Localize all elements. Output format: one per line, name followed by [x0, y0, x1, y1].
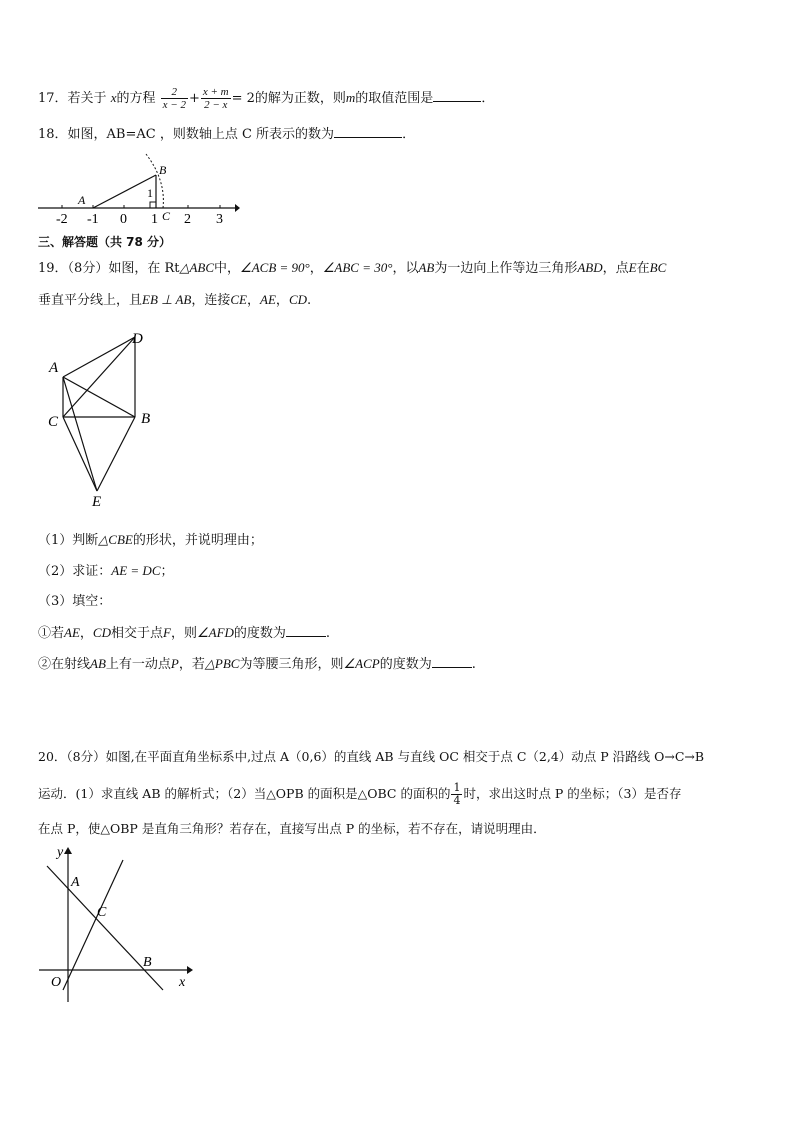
point-label-b: B: [141, 411, 151, 427]
number-line-figure: [30, 150, 250, 230]
question-19-line-2: 垂直平分线上，且EB ⊥ AB，连接CE，AE，CD.: [38, 292, 312, 308]
question-19-sub-3: （3）填空：: [38, 594, 112, 609]
point-label-a: A: [78, 193, 86, 207]
question-18: 18．如图，AB=AC ，则数轴上点 C 所表示的数为 ．: [38, 127, 416, 142]
tick-label: -1: [87, 212, 99, 227]
point-label-a: A: [49, 360, 59, 376]
text: 若关于: [67, 91, 107, 106]
axis-label-y: y: [57, 845, 64, 860]
answer-blank[interactable]: [432, 655, 472, 668]
point-label-e: E: [92, 494, 102, 510]
point-label-a: A: [71, 875, 80, 890]
variable-m: m: [345, 90, 356, 105]
line-ab: [47, 866, 163, 990]
section-title: 三、解答题（共 78 分）: [38, 235, 172, 249]
question-19-sub-3a: ①若AE，CD相交于点F，则∠AFD的度数为 .: [38, 625, 331, 641]
y-axis-arrow-icon: [64, 847, 72, 854]
fraction-1: $\frac{2}{x - 2}$: [162, 86, 186, 111]
answer-blank[interactable]: [433, 89, 481, 102]
question-number: 17．: [38, 91, 68, 106]
axis-label-x: x: [179, 975, 186, 990]
triangle-figure: [40, 325, 170, 510]
text: 的取值范围是: [355, 91, 434, 106]
tick-label: -2: [56, 212, 68, 227]
coordinate-figure: [35, 842, 205, 1012]
question-17: 17．若关于 x的方程 $\frac{2}{x - 2}$ + $\frac{x + m}{2 - x}$ = 2的解为正数，则m的取值范围是 ．: [38, 86, 495, 111]
point-label-d: D: [132, 331, 143, 347]
variable-x: x: [110, 90, 117, 105]
tick-label: 0: [120, 212, 127, 227]
x-axis-arrow-icon: [187, 966, 193, 974]
tick-label: 2: [184, 212, 191, 227]
tick-label: 3: [216, 212, 223, 227]
arrow-head-icon: [235, 204, 240, 212]
fraction-2: $\frac{x + m}{2 - x}$: [202, 86, 229, 111]
question-20-line-1: 20．（8分）如图,在平面直角坐标系中,过点 A（0,6）的直线 AB 与直线 OC 相交于点 C（2,4）动点 P 沿路线 O→C→B: [38, 749, 705, 764]
fraction-quarter: $\frac{1}{4}$: [453, 781, 461, 807]
question-text: 18．如图，AB=AC ，则数轴上点 C 所表示的数为: [38, 127, 335, 142]
question-19-sub-1: （1）判断△CBE的形状，并说明理由；: [38, 532, 263, 548]
tick-label: 1: [151, 212, 158, 227]
text: = 2的解为正数，则: [231, 91, 346, 106]
question-19-sub-2: （2）求证：AE = DC；: [38, 563, 174, 579]
point-label-c: C: [97, 905, 107, 920]
right-angle-mark: [150, 202, 156, 208]
point-label-b: B: [143, 955, 152, 970]
point-label-o: O: [51, 975, 62, 990]
point-label-c: C: [162, 209, 171, 223]
point-label-b: B: [159, 163, 167, 177]
point-label-c: C: [48, 414, 59, 430]
answer-blank[interactable]: [334, 125, 402, 138]
answer-blank[interactable]: [286, 624, 326, 637]
question-20-line-3: 在点 P，使△OBP 是直角三角形？若存在，直接写出点 P 的坐标，若不存在，请说明理由．: [38, 821, 546, 836]
question-20-line-2: 运动．(1）求直线 AB 的解析式；（2）当△OPB 的面积是△OBC 的面积的 $\frac{1}{4}$ 时，求出这时点 P 的坐标；（3）是否存: [38, 781, 682, 807]
text: 的方程: [116, 91, 156, 106]
question-19-sub-3b: ②在射线AB上有一动点P，若△PBC为等腰三角形，则∠ACP的度数为 .: [38, 656, 476, 672]
side-length-label: 1: [147, 186, 153, 200]
question-19-line-1: 19．（8分）如图，在 Rt△ABC中，∠ACB = 90°，∠ABC = 30°，以AB为一边向上作等边三角形ABD，点E在BC: [38, 260, 667, 276]
